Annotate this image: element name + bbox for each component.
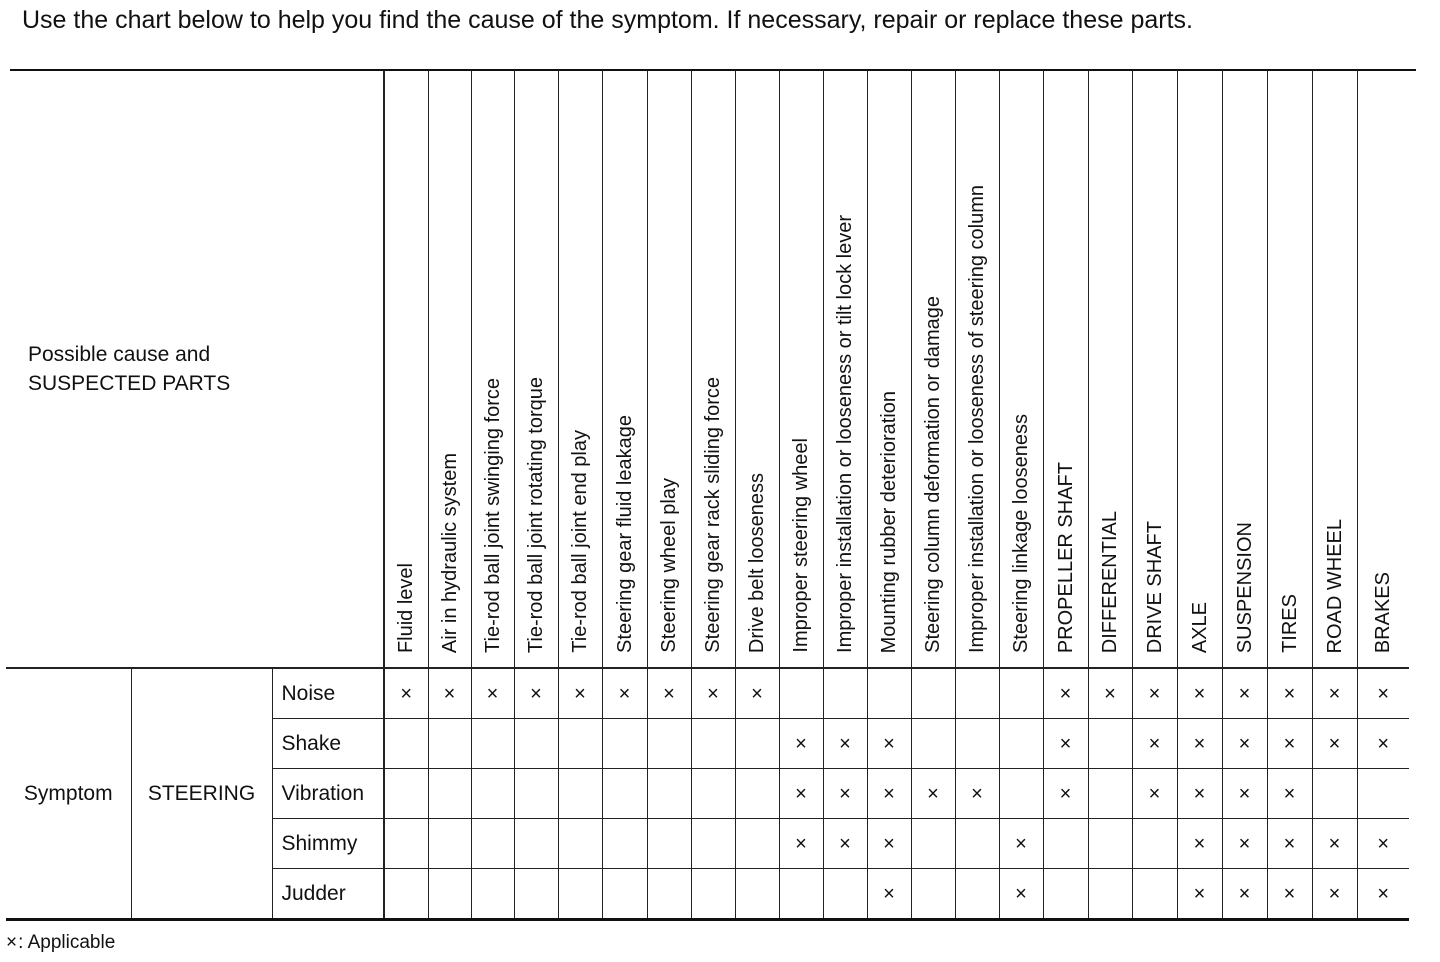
header-line-2: SUSPECTED PARTS <box>28 371 231 395</box>
empty-cell <box>823 869 867 920</box>
applicable-mark: × <box>1177 769 1222 819</box>
row-label: Shake <box>272 719 384 769</box>
empty-cell <box>647 819 691 869</box>
empty-cell <box>911 819 955 869</box>
column-header <box>911 70 955 668</box>
column-header <box>647 70 691 668</box>
column-header-label: Steering gear rack sliding force <box>702 377 724 653</box>
applicable-mark: × <box>1177 869 1222 920</box>
applicable-mark: × <box>1357 719 1409 769</box>
column-header-label: Tie-rod ball joint rotating torque <box>525 376 547 653</box>
applicable-mark: × <box>1177 668 1222 719</box>
applicable-mark: × <box>1312 719 1357 769</box>
empty-cell <box>691 769 735 819</box>
applicable-mark: × <box>1088 668 1132 719</box>
empty-cell <box>735 719 779 769</box>
empty-cell <box>955 719 999 769</box>
applicable-mark: × <box>867 869 911 920</box>
column-header <box>558 70 602 668</box>
column-header <box>1043 70 1088 668</box>
applicable-mark: × <box>1222 719 1267 769</box>
empty-cell <box>471 869 514 920</box>
possible-cause-header <box>6 70 384 668</box>
applicable-mark: × <box>1312 869 1357 920</box>
applicable-mark: × <box>867 769 911 819</box>
empty-cell <box>514 769 558 819</box>
column-header <box>1222 70 1267 668</box>
empty-cell <box>384 719 428 769</box>
empty-cell <box>1088 819 1132 869</box>
applicable-mark: × <box>428 668 471 719</box>
empty-cell <box>602 719 647 769</box>
empty-cell <box>779 668 823 719</box>
empty-cell <box>867 668 911 719</box>
column-header <box>999 70 1043 668</box>
empty-cell <box>384 769 428 819</box>
legend-text: : Applicable <box>18 932 116 953</box>
empty-cell <box>602 769 647 819</box>
empty-cell <box>735 869 779 920</box>
empty-cell <box>955 819 999 869</box>
column-header <box>514 70 558 668</box>
row-label: Shimmy <box>272 819 384 869</box>
empty-cell <box>647 769 691 819</box>
applicable-mark: × <box>384 668 428 719</box>
applicable-mark: × <box>1357 869 1409 920</box>
column-header <box>779 70 823 668</box>
applicable-mark: × <box>558 668 602 719</box>
column-header <box>602 70 647 668</box>
empty-cell <box>735 819 779 869</box>
column-header <box>1088 70 1132 668</box>
empty-cell <box>911 869 955 920</box>
applicable-mark: × <box>735 668 779 719</box>
column-header <box>1177 70 1222 668</box>
column-header-label: BRAKES <box>1372 571 1395 653</box>
column-header-label: ROAD WHEEL <box>1323 518 1346 653</box>
column-header-label: AXLE <box>1188 601 1211 653</box>
empty-cell <box>999 769 1043 819</box>
empty-cell <box>691 869 735 920</box>
intro-text: Use the chart below to help you find the cause of the symptom. If necessary, repair or replace these parts. <box>22 6 1193 34</box>
column-header <box>867 70 911 668</box>
applicable-mark: × <box>1357 668 1409 719</box>
column-header-label: Mounting rubber deterioration <box>878 390 900 653</box>
applicable-mark: × <box>779 819 823 869</box>
header-line-1: Possible cause and <box>28 342 211 366</box>
empty-cell <box>602 869 647 920</box>
empty-cell <box>1312 769 1357 819</box>
applicable-mark: × <box>471 668 514 719</box>
empty-cell <box>999 719 1043 769</box>
empty-cell <box>735 769 779 819</box>
empty-cell <box>691 719 735 769</box>
legend <box>6 930 115 956</box>
column-header-label: Steering gear fluid leakage <box>613 415 636 653</box>
empty-cell <box>999 668 1043 719</box>
symptom-row <box>6 668 1409 719</box>
applicable-mark: × <box>1177 819 1222 869</box>
column-header-label: Improper installation or looseness of steering column <box>966 184 988 653</box>
applicable-mark: × <box>823 769 867 819</box>
applicable-mark: × <box>823 819 867 869</box>
header-row <box>6 70 1409 668</box>
applicable-mark: × <box>1177 719 1222 769</box>
empty-cell <box>558 769 602 819</box>
empty-cell <box>471 719 514 769</box>
empty-cell <box>471 819 514 869</box>
applicable-mark: × <box>911 769 955 819</box>
applicable-mark: × <box>1222 869 1267 920</box>
column-header <box>955 70 999 668</box>
empty-cell <box>823 668 867 719</box>
empty-cell <box>1132 819 1177 869</box>
applicable-mark: × <box>779 769 823 819</box>
empty-cell <box>602 819 647 869</box>
applicable-mark: × <box>999 819 1043 869</box>
applicable-mark: × <box>1312 819 1357 869</box>
applicable-mark: × <box>1267 869 1312 920</box>
column-header <box>384 70 428 668</box>
applicable-mark: × <box>867 719 911 769</box>
empty-cell <box>514 819 558 869</box>
column-header-label: Steering wheel play <box>658 478 680 653</box>
applicable-mark: × <box>514 668 558 719</box>
applicable-mark: × <box>867 819 911 869</box>
applicable-mark: × <box>1267 819 1312 869</box>
row-label: Noise <box>272 668 384 719</box>
column-header <box>471 70 514 668</box>
applicable-mark: × <box>955 769 999 819</box>
applicable-mark: × <box>1357 819 1409 869</box>
empty-cell <box>1088 869 1132 920</box>
diagnosis-chart <box>6 70 1409 921</box>
applicable-mark: × <box>1132 668 1177 719</box>
empty-cell <box>558 719 602 769</box>
column-header <box>1357 70 1409 668</box>
applicable-mark: × <box>1043 668 1088 719</box>
applicable-mark: × <box>1267 668 1312 719</box>
column-header-label: SUSPENSION <box>1233 521 1256 653</box>
applicable-mark: × <box>823 719 867 769</box>
column-header-label: Steering column deformation or damage <box>922 296 944 653</box>
column-header-label: PROPELLER SHAFT <box>1054 461 1077 653</box>
applicable-mark: × <box>1222 668 1267 719</box>
applicable-mark: × <box>1312 668 1357 719</box>
empty-cell <box>428 719 471 769</box>
empty-cell <box>955 668 999 719</box>
empty-cell <box>911 719 955 769</box>
empty-cell <box>911 668 955 719</box>
empty-cell <box>1088 719 1132 769</box>
empty-cell <box>514 719 558 769</box>
empty-cell <box>1088 769 1132 819</box>
applicable-mark: × <box>1222 819 1267 869</box>
applicable-mark: × <box>602 668 647 719</box>
column-header <box>428 70 471 668</box>
system-label: STEERING <box>131 668 272 920</box>
empty-cell <box>384 819 428 869</box>
applicable-mark: × <box>1132 769 1177 819</box>
column-header-label: TIRES <box>1278 594 1301 653</box>
empty-cell <box>647 869 691 920</box>
column-header <box>1132 70 1177 668</box>
column-header <box>735 70 779 668</box>
column-header-label: Improper installation or looseness or tilt lock lever <box>834 215 856 653</box>
column-header <box>691 70 735 668</box>
row-label: Judder <box>272 869 384 920</box>
column-header-label: DRIVE SHAFT <box>1143 520 1166 653</box>
applicable-mark: × <box>779 719 823 769</box>
applicable-mark: × <box>691 668 735 719</box>
empty-cell <box>428 819 471 869</box>
applicable-mark: × <box>1043 719 1088 769</box>
column-header-label: DIFFERENTIAL <box>1099 510 1121 653</box>
applicable-mark: × <box>647 668 691 719</box>
empty-cell <box>779 869 823 920</box>
column-header-label: Steering linkage looseness <box>1010 413 1032 653</box>
column-header-label: Drive belt looseness <box>746 472 768 653</box>
applicable-mark: × <box>1132 719 1177 769</box>
empty-cell <box>1043 869 1088 920</box>
row-label: Vibration <box>272 769 384 819</box>
empty-cell <box>428 869 471 920</box>
legend-symbol: × <box>6 932 18 953</box>
empty-cell <box>558 819 602 869</box>
empty-cell <box>428 769 471 819</box>
column-header <box>823 70 867 668</box>
empty-cell <box>471 769 514 819</box>
column-header-label: Improper steering wheel <box>790 438 812 653</box>
column-header-label: Fluid level <box>395 562 418 653</box>
empty-cell <box>1357 769 1409 819</box>
applicable-mark: × <box>1222 769 1267 819</box>
empty-cell <box>955 869 999 920</box>
column-header-label: Tie-rod ball joint swinging force <box>481 378 504 653</box>
applicable-mark: × <box>1267 769 1312 819</box>
symptom-label: Symptom <box>6 668 131 920</box>
applicable-mark: × <box>1043 769 1088 819</box>
empty-cell <box>1132 869 1177 920</box>
applicable-mark: × <box>1267 719 1312 769</box>
column-header <box>1267 70 1312 668</box>
column-header-label: Tie-rod ball joint end play <box>569 430 591 653</box>
applicable-mark: × <box>999 869 1043 920</box>
empty-cell <box>647 719 691 769</box>
empty-cell <box>514 869 558 920</box>
empty-cell <box>558 869 602 920</box>
column-header <box>1312 70 1357 668</box>
empty-cell <box>1043 819 1088 869</box>
empty-cell <box>691 819 735 869</box>
column-header-label: Air in hydraulic system <box>438 452 461 653</box>
empty-cell <box>384 869 428 920</box>
